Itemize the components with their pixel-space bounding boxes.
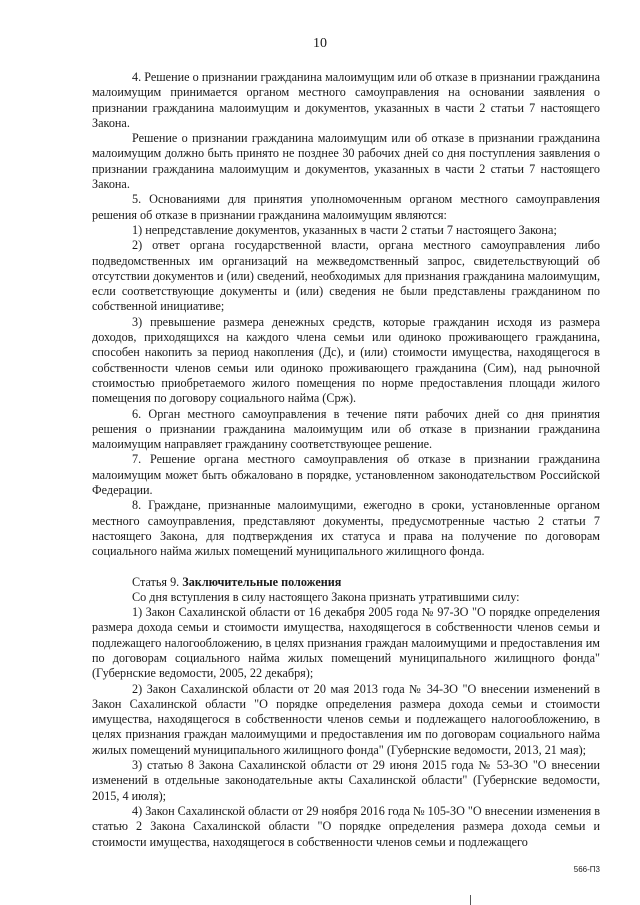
paragraph: 8. Граждане, признанные малоимущими, ежегодно в сроки, установленные органом местного самоуправления, представляют документы, предусмотренные частью 2 статьи 7 настоящего Закона, для подтверждения их статуса и права на получение по договорам социального найма жилых помещений муниципального жилищного фонда. <box>92 498 600 559</box>
paragraph: Решение о признании гражданина малоимущим или об отказе в признании гражданина малоимущим должно быть принято не позднее 30 рабочих дней со дня поступления заявления о признании гражданина малоимущим и документов, указанных в части 2 статьи 7 настоящего Закона. <box>92 131 600 192</box>
page-number: 10 <box>313 36 327 51</box>
paragraph: 4. Решение о признании гражданина малоимущим или об отказе в признании гражданина малоимущим принимается органом местного самоуправления на основании заявления о признании гражданина малоимущим и документов, указанных в части 2 статьи 7 настоящего Закона. <box>92 70 600 130</box>
article-intro: Со дня вступления в силу настоящего Закона признать утратившими силу: <box>132 589 520 604</box>
list-item: 2) ответ органа государственной власти, органа местного самоуправления либо подведомственных им организаций на межведомственный запрос, свидетельствующий об отсутствии документов и (или) сведений, необходимых для признания гражданина малоимущим, если соответствующие документы и (или) сведения не были представлены гражданином по собственной инициативе; <box>92 238 600 314</box>
article-label: Статья 9. <box>132 574 180 589</box>
article-title: Заключительные положения <box>182 574 342 589</box>
paragraph: 5. Основаниями для принятия уполномоченным органом местного самоуправления решения об отказе в признании гражданина малоимущим являются: <box>92 192 600 222</box>
list-item: 3) превышение размера денежных средств, которые гражданин исходя из размера доходов, приходящихся на каждого члена семьи или одиноко проживающего гражданина, способен накопить за период накопления (Дс), и (или) стоимости имущества, находящегося в собственности членов семьи или одиноко проживающего гражданина (Сим), над рыночной стоимостью приобретаемого жилого помещения по норме предоставления площади жилого помещения по договору социального найма (Срж). <box>92 314 600 406</box>
article-heading <box>92 575 600 590</box>
document-body <box>92 70 600 850</box>
footer-code: 566-П3 <box>573 865 600 874</box>
list-item: 1) Закон Сахалинской области от 16 декабря 2005 года № 97-ЗО "О порядке определения размера дохода семьи и стоимости имущества, находящегося в собственности членов семьи и подлежащего налогообложению, в целях признания граждан малоимущими и предоставления им по договорам социального найма жилых помещений муниципального жилищного фонда" (Губернские ведомости, 2005, 22 декабря); <box>92 605 600 681</box>
scan-edge-mark <box>470 895 471 905</box>
paragraph: 7. Решение органа местного самоуправления об отказе в признании гражданина малоимущим может быть обжаловано в порядке, установленном законодательством Российской Федерации. <box>92 452 600 498</box>
paragraph: 6. Орган местного самоуправления в течение пяти рабочих дней со дня принятия решения о признании гражданина малоимущим или об отказе в признании гражданина малоимущим направляет гражданину соответствующее решение. <box>92 406 600 452</box>
list-item: 4) Закон Сахалинской области от 29 ноября 2016 года № 105-ЗО "О внесении изменения в статью 2 Закона Сахалинской области "О порядке определения размера дохода семьи и стоимости имущества, находящегося в собственности членов семьи и подлежащего <box>92 803 600 849</box>
list-item: 3) статью 8 Закона Сахалинской области от 29 июня 2015 года № 53-ЗО "О внесении изменений в отдельные законодательные акты Сахалинской области" (Губернские ведомости, 2015, 4 июля); <box>92 758 600 803</box>
list-item: 2) Закон Сахалинской области от 20 мая 2013 года № 34-ЗО "О внесении изменений в Закон Сахалинской области "О порядке определения размера дохода семьи и стоимости имущества, находящегося в собственности членов семьи и подлежащего налогообложению, в целях признания граждан малоимущими и предоставления им по договорам социального найма жилых помещений муниципального жилищного фонда" (Губернские ведомости, 2013, 21 мая); <box>92 681 600 757</box>
list-item: 1) непредставление документов, указанных в части 2 статьи 7 настоящего Закона; <box>132 222 557 237</box>
